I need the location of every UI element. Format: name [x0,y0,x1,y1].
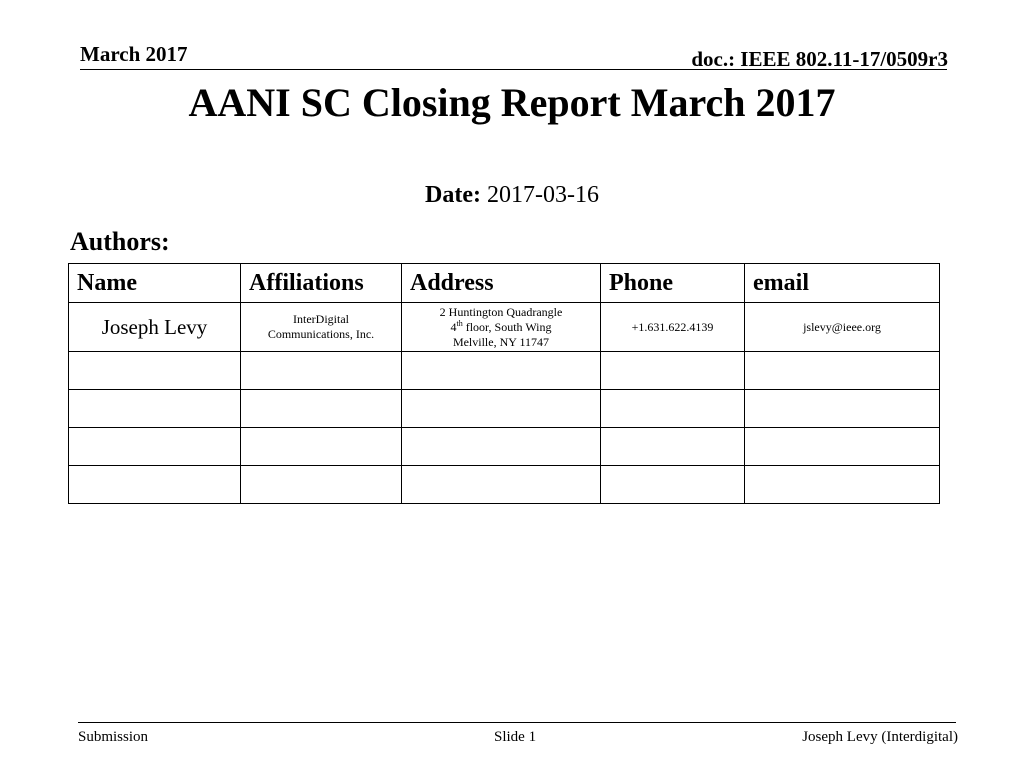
table-row-empty [69,428,940,466]
table-row [69,303,940,352]
authors-table [68,263,940,504]
col-header-phone: Phone [601,264,745,303]
table-cell [69,390,241,428]
author-phone: +1.631.622.4139 [601,303,745,352]
footer-submission: Submission [78,729,149,745]
address-line: Melville, NY 11747 [452,334,550,349]
table-cell [402,428,601,466]
date-line [0,181,1024,209]
table-cell [241,466,402,504]
table-row-empty [69,352,940,390]
table-cell [69,428,241,466]
col-header-affiliations: Affiliations [241,264,402,303]
address-floor-rest: floor, South Wing [462,319,552,334]
table-cell [241,390,402,428]
table-row-empty [69,466,940,504]
table-row-empty [69,390,940,428]
table-cell [601,466,745,504]
col-header-name: Name [69,264,241,303]
table-header-row [69,264,940,303]
date-value: 2017-03-16 [486,182,599,208]
table-cell [601,352,745,390]
author-email: jslevy@ieee.org [745,303,940,352]
table-cell [601,428,745,466]
affiliation-line: InterDigital [293,312,349,326]
table-cell [402,390,601,428]
slide-title: AANI SC Closing Report March 2017 [188,80,836,125]
author-address [402,303,601,352]
table-cell [69,466,241,504]
table-cell [745,466,940,504]
table-cell [745,428,940,466]
authors-label: Authors: [70,227,170,256]
footer-rule [78,722,956,723]
col-header-email: email [745,264,940,303]
table-cell [745,352,940,390]
address-floor-number: 4 [450,319,457,334]
address-line: 2 Huntington Quadrangle [439,304,563,319]
author-name: Joseph Levy [69,303,241,352]
header-doc-id: doc.: IEEE 802.11-17/0509r3 [691,47,948,71]
address-line [402,320,600,335]
table-cell [745,390,940,428]
header-rule [80,69,947,70]
affiliation-line: Communications, Inc. [267,327,375,341]
date-label: Date: [425,182,481,208]
table-cell [241,428,402,466]
table-cell [69,352,241,390]
author-affiliation [241,303,402,352]
table-cell [402,466,601,504]
footer-slide-number: Slide 1 [494,729,537,745]
table-cell [601,390,745,428]
header-date: March 2017 [80,42,188,66]
address-floor-suffix: th [456,318,463,328]
table-cell [241,352,402,390]
table-cell [402,352,601,390]
col-header-address: Address [402,264,601,303]
footer-author: Joseph Levy (Interdigital) [802,729,958,745]
